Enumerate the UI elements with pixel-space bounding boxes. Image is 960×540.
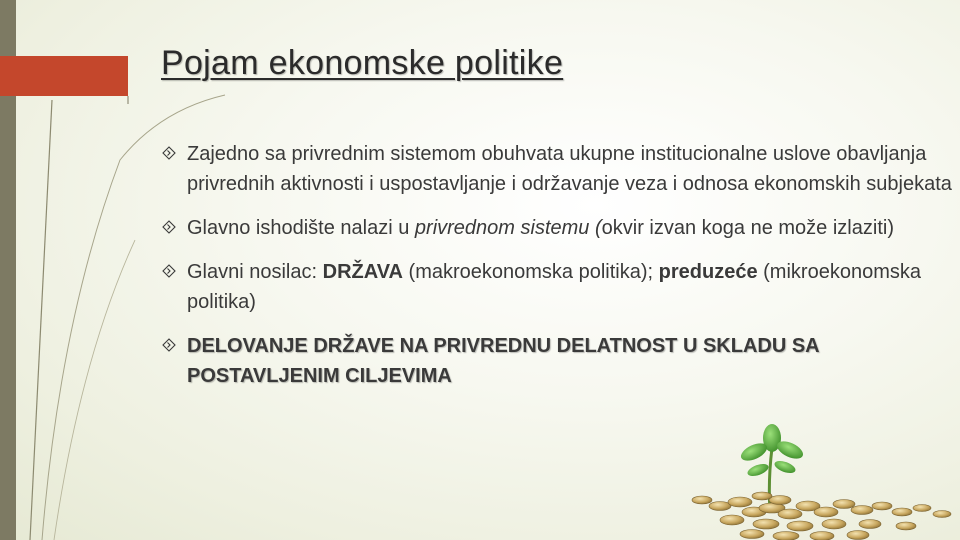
bullet-text: DELOVANJE DRŽAVE NA PRIVREDNU DELATNOST U SKLADU SA POSTAVLJENIM CILJEVIMA (187, 335, 819, 387)
bullet-text-pre: Glavno ishodište nalazi u (187, 217, 415, 239)
bullet-item (161, 257, 956, 317)
bullet-list (161, 139, 956, 405)
bullet-text-post: (mikroekonomska politika) (187, 261, 921, 313)
bullet-item (161, 213, 956, 243)
diamond-arrow-icon (162, 338, 176, 352)
diamond-arrow-icon (162, 146, 176, 160)
slide-title: Pojam ekonomske politike (161, 44, 564, 82)
bullet-text-pre: Glavni nosilac: (187, 261, 323, 283)
sprout-coins-icon (682, 420, 960, 540)
bullet-text: Zajedno sa privrednim sistemom obuhvata ukupne institucionalne uslove obavljanja privrednih aktivnosti i uspostavljanje i održavanje veza i odnosa ekonomskih subjekata (187, 143, 952, 195)
bullet-text-bold: DRŽAVA (322, 261, 403, 283)
bullet-text-italic: privrednom sistemu ( (414, 217, 602, 239)
bullet-text-bold: preduzeće (658, 261, 758, 283)
bullet-item (161, 331, 956, 391)
bullet-item (161, 139, 956, 199)
diamond-arrow-icon (162, 264, 176, 278)
bullet-text-post: okvir izvan koga ne može izlaziti) (601, 217, 894, 239)
bullet-text-mid: (makroekonomska politika); (403, 261, 659, 283)
diamond-arrow-icon (162, 220, 176, 234)
